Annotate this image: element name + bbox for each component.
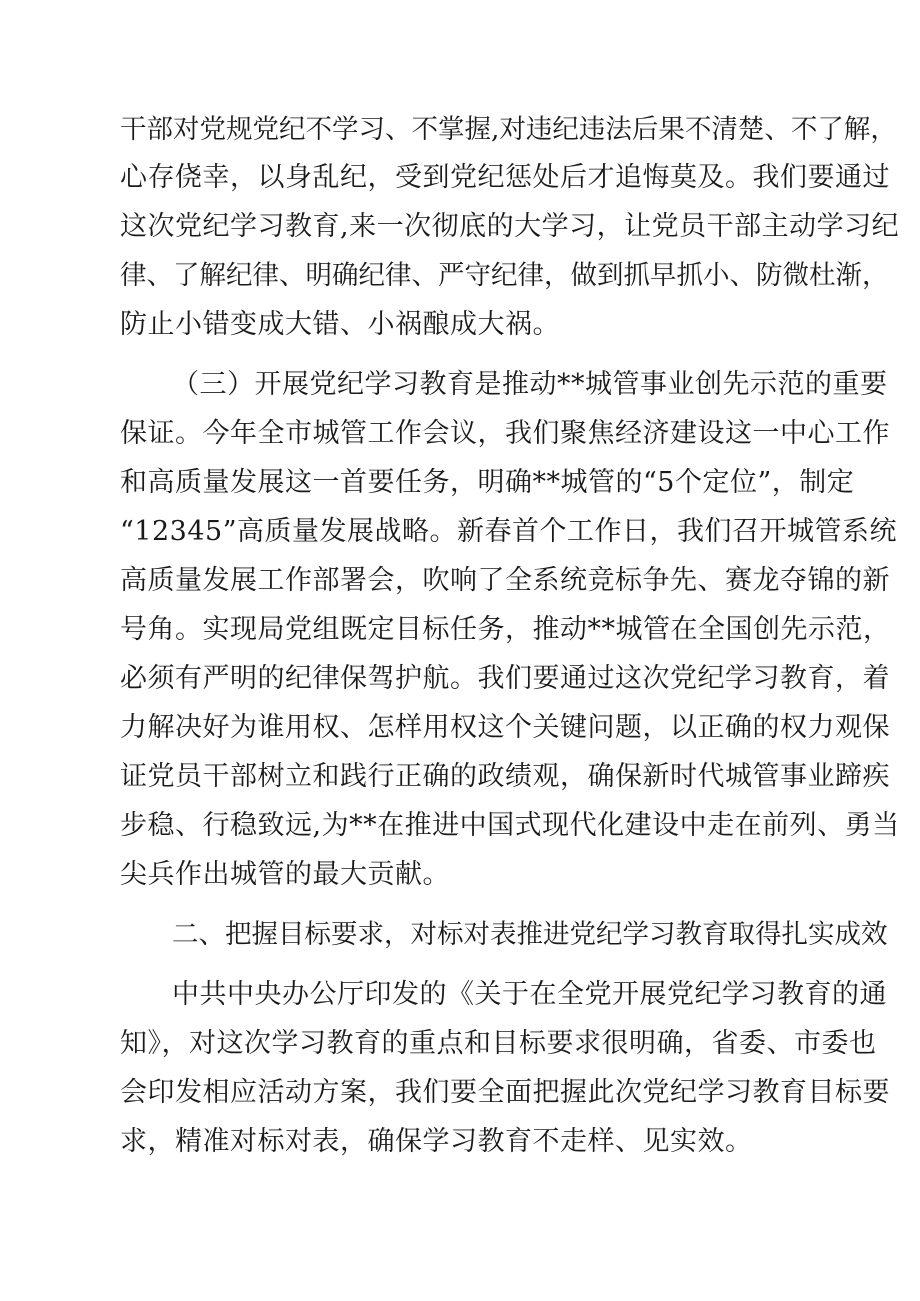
paragraph-1-line-4: 律、了解纪律、明确纪律、严守纪律，做到抓早抓小、防微杜渐， xyxy=(120,260,889,291)
paragraph-3-line-1: 中共中央办公厅印发的《关于在全党开展党纪学习教育的通 xyxy=(172,979,887,1010)
paragraph-2-line-8: 力解决好为谁用权、怎样用权这个关键问题，以正确的权力观保 xyxy=(120,712,890,743)
section-heading-2: 二、把握目标要求，对标对表推进党纪学习教育取得扎实成效 xyxy=(172,919,888,950)
paragraph-2-line-4: “12345”高质量发展战略。新春首个工作日，我们召开城管系统 xyxy=(120,516,897,547)
paragraph-1-line-1: 干部对党规党纪不学习、不掌握,对违纪违法后果不清楚、不了解， xyxy=(120,114,897,145)
paragraph-1-line-2: 心存侥幸，以身乱纪，受到党纪惩处后才追悔莫及。我们要通过 xyxy=(120,162,890,193)
paragraph-2-line-11: 尖兵作出城管的最大贡献。 xyxy=(120,859,450,890)
paragraph-3-line-4: 求，精准对标对表，确保学习教育不走样、见实效。 xyxy=(120,1126,753,1157)
paragraph-1-line-3: 这次党纪学习教育,来一次彻底的大学习，让党员干部主动学习纪 xyxy=(120,211,900,242)
paragraph-2-line-5: 高质量发展工作部署会，吹响了全系统竞标争先、赛龙夺锦的新 xyxy=(120,565,890,596)
paragraph-2-line-6: 号角。实现局党组既定目标任务，推动**城管在全国创先示范， xyxy=(120,614,891,645)
paragraph-3-line-2: 知》，对这次学习教育的重点和目标要求很明确，省委、市委也 xyxy=(120,1028,877,1059)
paragraph-2-line-3: 和高质量发展这一首要任务，明确**城管的“5个定位”，制定 xyxy=(120,467,855,498)
paragraph-3-line-3: 会印发相应活动方案，我们要全面把握此次党纪学习教育目标要 xyxy=(120,1077,890,1108)
paragraph-2-line-7: 必须有严明的纪律保驾护航。我们要通过这次党纪学习教育，着 xyxy=(120,663,890,694)
paragraph-2-line-1: （三）开展党纪学习教育是推动**城管事业创先示范的重要 xyxy=(172,369,888,400)
paragraph-1-line-5: 防止小错变成大错、小祸酿成大祸。 xyxy=(120,309,560,340)
paragraph-2-line-2: 保证。今年全市城管工作会议，我们聚焦经济建设这一中心工作 xyxy=(120,418,890,449)
paragraph-2-line-10: 步稳、行稳致远,为**在推进中国式现代化建设中走在前列、勇当 xyxy=(120,810,900,841)
paragraph-2-line-9: 证党员干部树立和践行正确的政绩观，确保新时代城管事业蹄疾 xyxy=(120,761,890,792)
